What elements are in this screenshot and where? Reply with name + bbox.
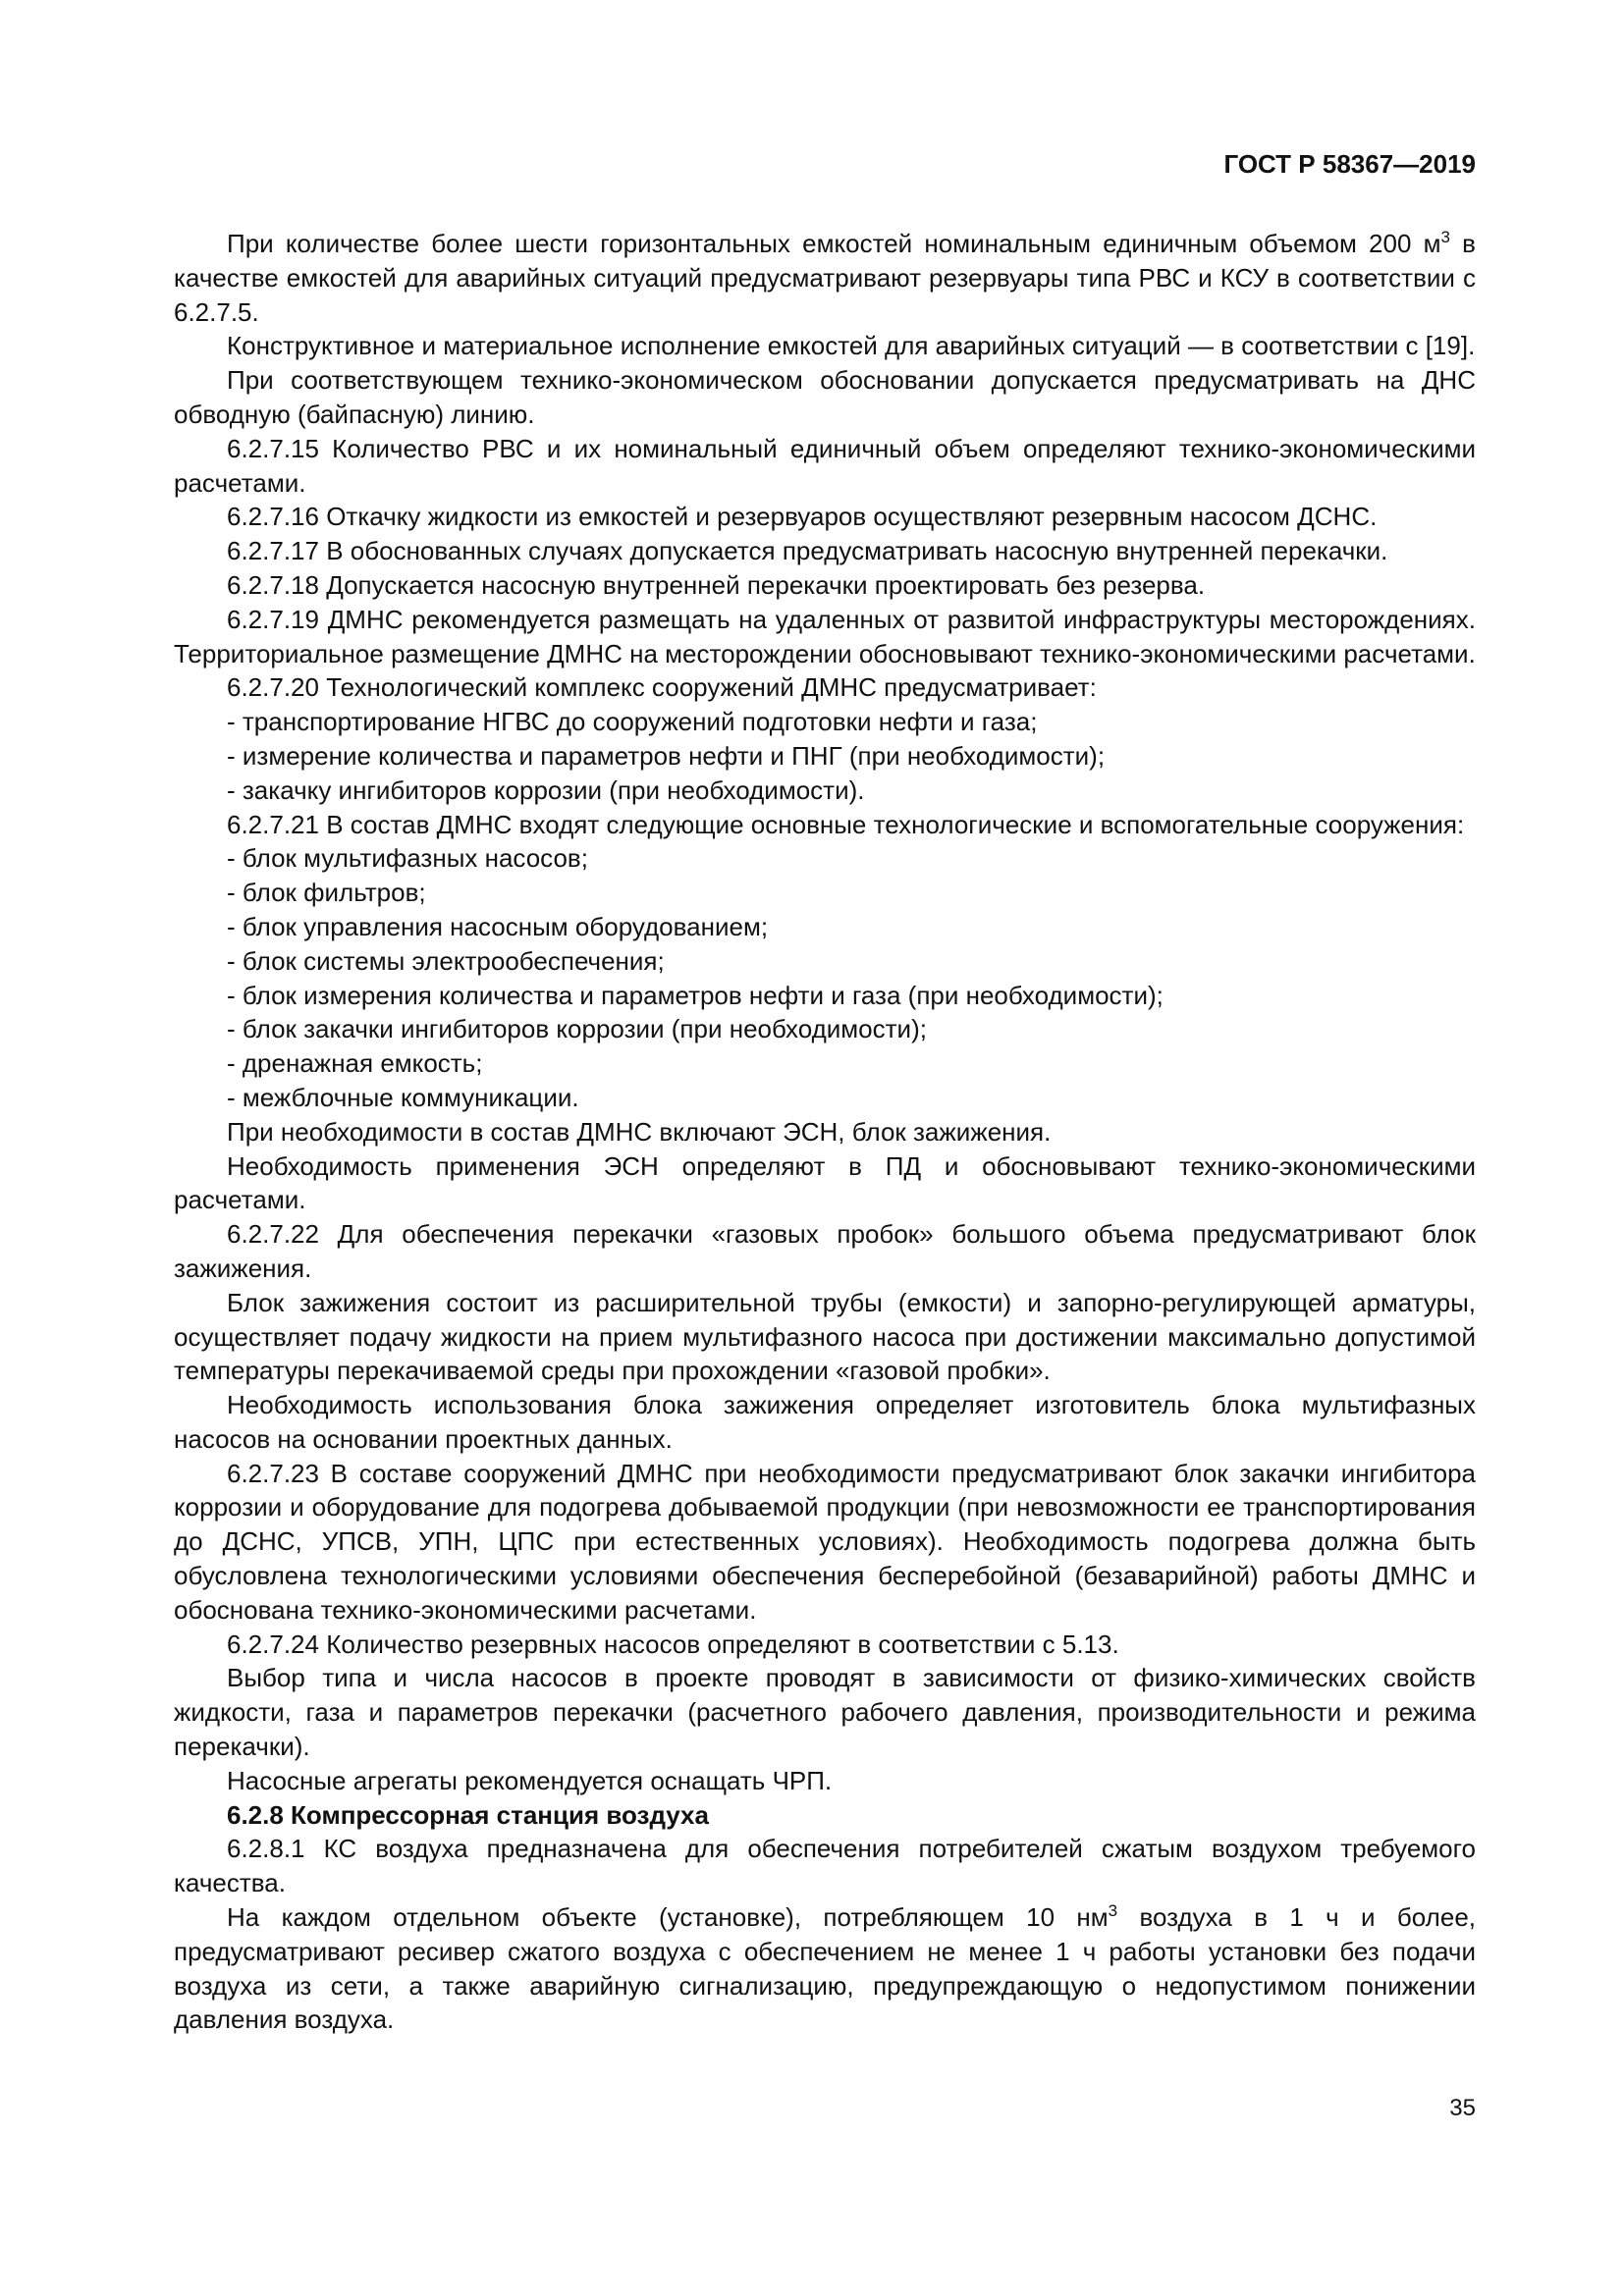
dash-list	[174, 705, 1476, 807]
list-item: - транспортирование НГВС до сооружений подготовки нефти и газа;	[227, 705, 1476, 739]
paragraph: Конструктивное и материальное исполнение емкостей для аварийных ситуаций — в соответствии с [19].	[227, 331, 1476, 361]
text-run: воздуха в 1 ч и более, предусматривают ресивер сжатого воздуха с обеспечением не менее 1 ч работы установки без подачи воздуха из сети, а также аварийную сигнализацию, предупреждающую о недопустимом понижении давления воздуха.	[174, 1902, 1477, 2035]
list-item: - блок фильтров;	[227, 876, 1476, 910]
list-item: - блок измерения количества и параметров нефти и газа (при необходимости);	[227, 979, 1476, 1013]
list-item: - измерение количества и параметров нефти и ПНГ (при необходимости);	[227, 739, 1476, 774]
paragraph: Необходимость применения ЭСН определяют в ПД и обосновывают технико-экономическими расчетами.	[174, 1150, 1476, 1215]
section-heading: 6.2.8 Компрессорная станция воздуха	[227, 1799, 709, 1830]
paragraph: Необходимость использования блока зажижения определяет изготовитель блока мультифазных насосов на основании проектных данных.	[174, 1390, 1476, 1454]
paragraph: Насосные агрегаты рекомендуется оснащать ЧРП.	[227, 1765, 833, 1795]
paragraph: 6.2.7.16 Откачку жидкости из емкостей и резервуаров осуществляют резервным насосом ДСНС.	[227, 502, 1378, 532]
list-item: - блок управления насосным оборудованием;	[227, 910, 1476, 944]
paragraph	[174, 1900, 1476, 2037]
text-run: в качестве емкостей для аварийных ситуаций предусматривают резервуары типа РВС и КСУ в соответствии с 6.2.7.5.	[174, 229, 1476, 327]
list-item: - блок закачки ингибиторов коррозии (при необходимости);	[227, 1012, 1476, 1046]
superscript: 3	[1108, 1901, 1118, 1921]
paragraph: 6.2.7.22 Для обеспечения перекачки «газовых пробок» большого объема предусматривают блок зажижения.	[174, 1219, 1476, 1283]
list-item: - дренажная емкость;	[227, 1046, 1476, 1081]
paragraph: 6.2.7.24 Количество резервных насосов определяют в соответствии с 5.13.	[227, 1629, 1119, 1659]
list-item: - закачку ингибиторов коррозии (при необходимости).	[227, 774, 1476, 808]
paragraph: 6.2.7.21 В состав ДМНС входят следующие основные технологические и вспомогательные сооружения:	[227, 809, 1465, 839]
document-body	[174, 227, 1476, 2037]
paragraph: Блок зажижения состоит из расширительной трубы (емкости) и запорно-регулирующей арматуры, осуществляет подачу жидкости на прием мультифазного насоса при достижении максимально допустимой температуры перекачиваемой среды при прохождении «газовой пробки».	[174, 1287, 1476, 1386]
list-item: - межблочные коммуникации.	[227, 1081, 1476, 1115]
dash-list	[174, 841, 1476, 1114]
paragraph: 6.2.7.17 В обоснованных случаях допускается предусматривать насосную внутренней перекачки.	[227, 536, 1388, 566]
text-run: На каждом отдельном объекте (установке), потребляющем 10 нм	[227, 1902, 1109, 1933]
paragraph: Выбор типа и числа насосов в проекте проводят в зависимости от физико-химических свойств жидкости, газа и параметров перекачки (расчетного рабочего давления, производительности и режима перекачки).	[174, 1663, 1476, 1762]
list-item: - блок системы электрообеспечения;	[227, 944, 1476, 979]
document-designation: ГОСТ Р 58367—2019	[1223, 149, 1476, 179]
paragraph: 6.2.8.1 КС воздуха предназначена для обеспечения потребителей сжатым воздухом требуемого качества.	[174, 1834, 1476, 1898]
paragraph: 6.2.7.20 Технологический комплекс сооружений ДМНС предусматривает:	[227, 672, 1097, 703]
paragraph: 6.2.7.18 Допускается насосную внутренней перекачки проектировать без резерва.	[227, 569, 1206, 600]
page-number: 35	[1449, 2095, 1476, 2121]
paragraph: 6.2.7.23 В составе сооружений ДМНС при необходимости предусматривают блок закачки ингибитора коррозии и оборудование для подогрева добываемой продукции (при невозможности ее транспортирования до ДСНС, УПСВ, УПН, ЦПС при естественных условиях). Необходимость подогрева должна быть обусловлена технологическими условиями обеспечения бесперебойной (безаварийной) работы ДМНС и обоснована технико-экономическими расчетами.	[174, 1458, 1476, 1625]
superscript: 3	[1440, 228, 1450, 246]
text-run: При количестве более шести горизонтальных емкостей номинальным единичным объемом 200 м	[227, 229, 1441, 258]
paragraph: При необходимости в состав ДМНС включают ЭСН, блок зажижения.	[227, 1116, 1052, 1147]
paragraph: 6.2.7.15 Количество РВС и их номинальный единичный объем определяют технико-экономическими расчетами.	[174, 433, 1476, 498]
list-item: - блок мультифазных насосов;	[227, 841, 1476, 876]
paragraph	[174, 227, 1476, 329]
paragraph: При соответствующем технико-экономическом обосновании допускается предусматривать на ДНС обводную (байпасную) линию.	[174, 365, 1476, 429]
paragraph: 6.2.7.19 ДМНС рекомендуется размещать на удаленных от развитой инфраструктуры месторождениях. Территориальное размещение ДМНС на месторождении обосновывают технико-экономическими расчетами.	[174, 604, 1476, 668]
